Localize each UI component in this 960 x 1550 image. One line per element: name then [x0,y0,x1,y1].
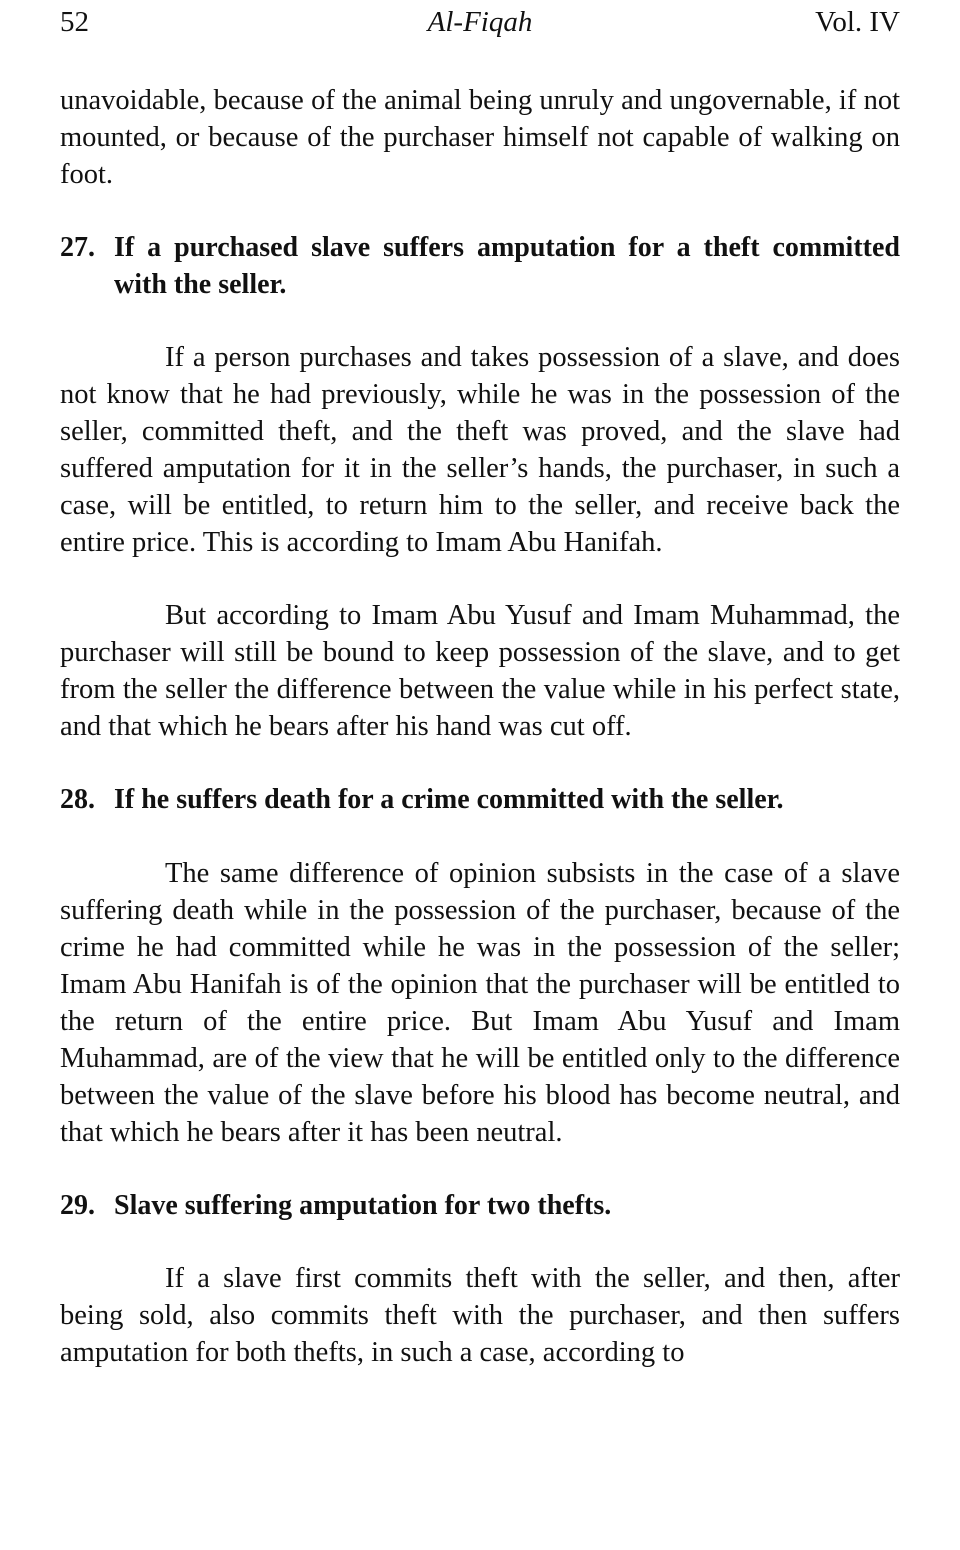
section-title: Slave suffering amputation for two thefts. [114,1190,612,1221]
section-27-paragraph-2: But according to Imam Abu Yusuf and Imam Muhammad, the purchaser will still be bound to keep possession of the slave, and to get from the seller the difference between the value while in his perfect state, and that which he bears after his hand was cut off. [60,600,900,742]
continued-paragraph: unavoidable, because of the animal being unruly and ungovernable, if not mounted, or because of the purchaser himself not capable of walking on foot. [60,85,900,190]
section-title: If a purchased slave suffers amputation for a theft committed with the seller. [114,232,900,300]
section-28-paragraph-1: The same difference of opinion subsists in the case of a slave suffering death while in the possession of the purchaser, because of the crime he had committed while he was in the possession of the seller; Imam Abu Hanifah is of the opinion that the purchaser will be entitled to the return of the entire price. But Imam Abu Yusuf and Imam Muhammad, are of the view that he will be entitled only to the difference between the value of the slave before his blood has become neutral, and that which he bears after it has been neutral. [60,858,900,1148]
section-29-paragraph-1: If a slave first commits theft with the seller, and then, after being sold, also commits theft with the purchaser, and then suffers amputation for both thefts, in such a case, according to [60,1263,900,1368]
section-27-paragraph-1: If a person purchases and takes possession of a slave, and does not know that he had previously, while he was in the possession of the seller, committed theft, and the theft was proved, and the slave had suffered amputation for it in the seller’s hands, the purchaser, in such a case, will be entitled, to return him to the seller, and receive back the entire price. This is according to Imam Abu Hanifah. [60,342,900,558]
section-heading-28 [60,781,900,818]
section-heading-29 [60,1187,900,1224]
section-number: 27. [60,232,95,263]
section-heading-27 [60,229,900,303]
section-number: 28. [60,784,95,815]
page-number: 52 [60,6,89,38]
book-page [60,0,900,1371]
volume-label: Vol. IV [815,6,900,38]
section-number: 29. [60,1190,95,1221]
running-header [60,6,900,46]
section-title: If he suffers death for a crime committed with the seller. [114,784,784,815]
book-title: Al-Fiqah [427,6,533,38]
